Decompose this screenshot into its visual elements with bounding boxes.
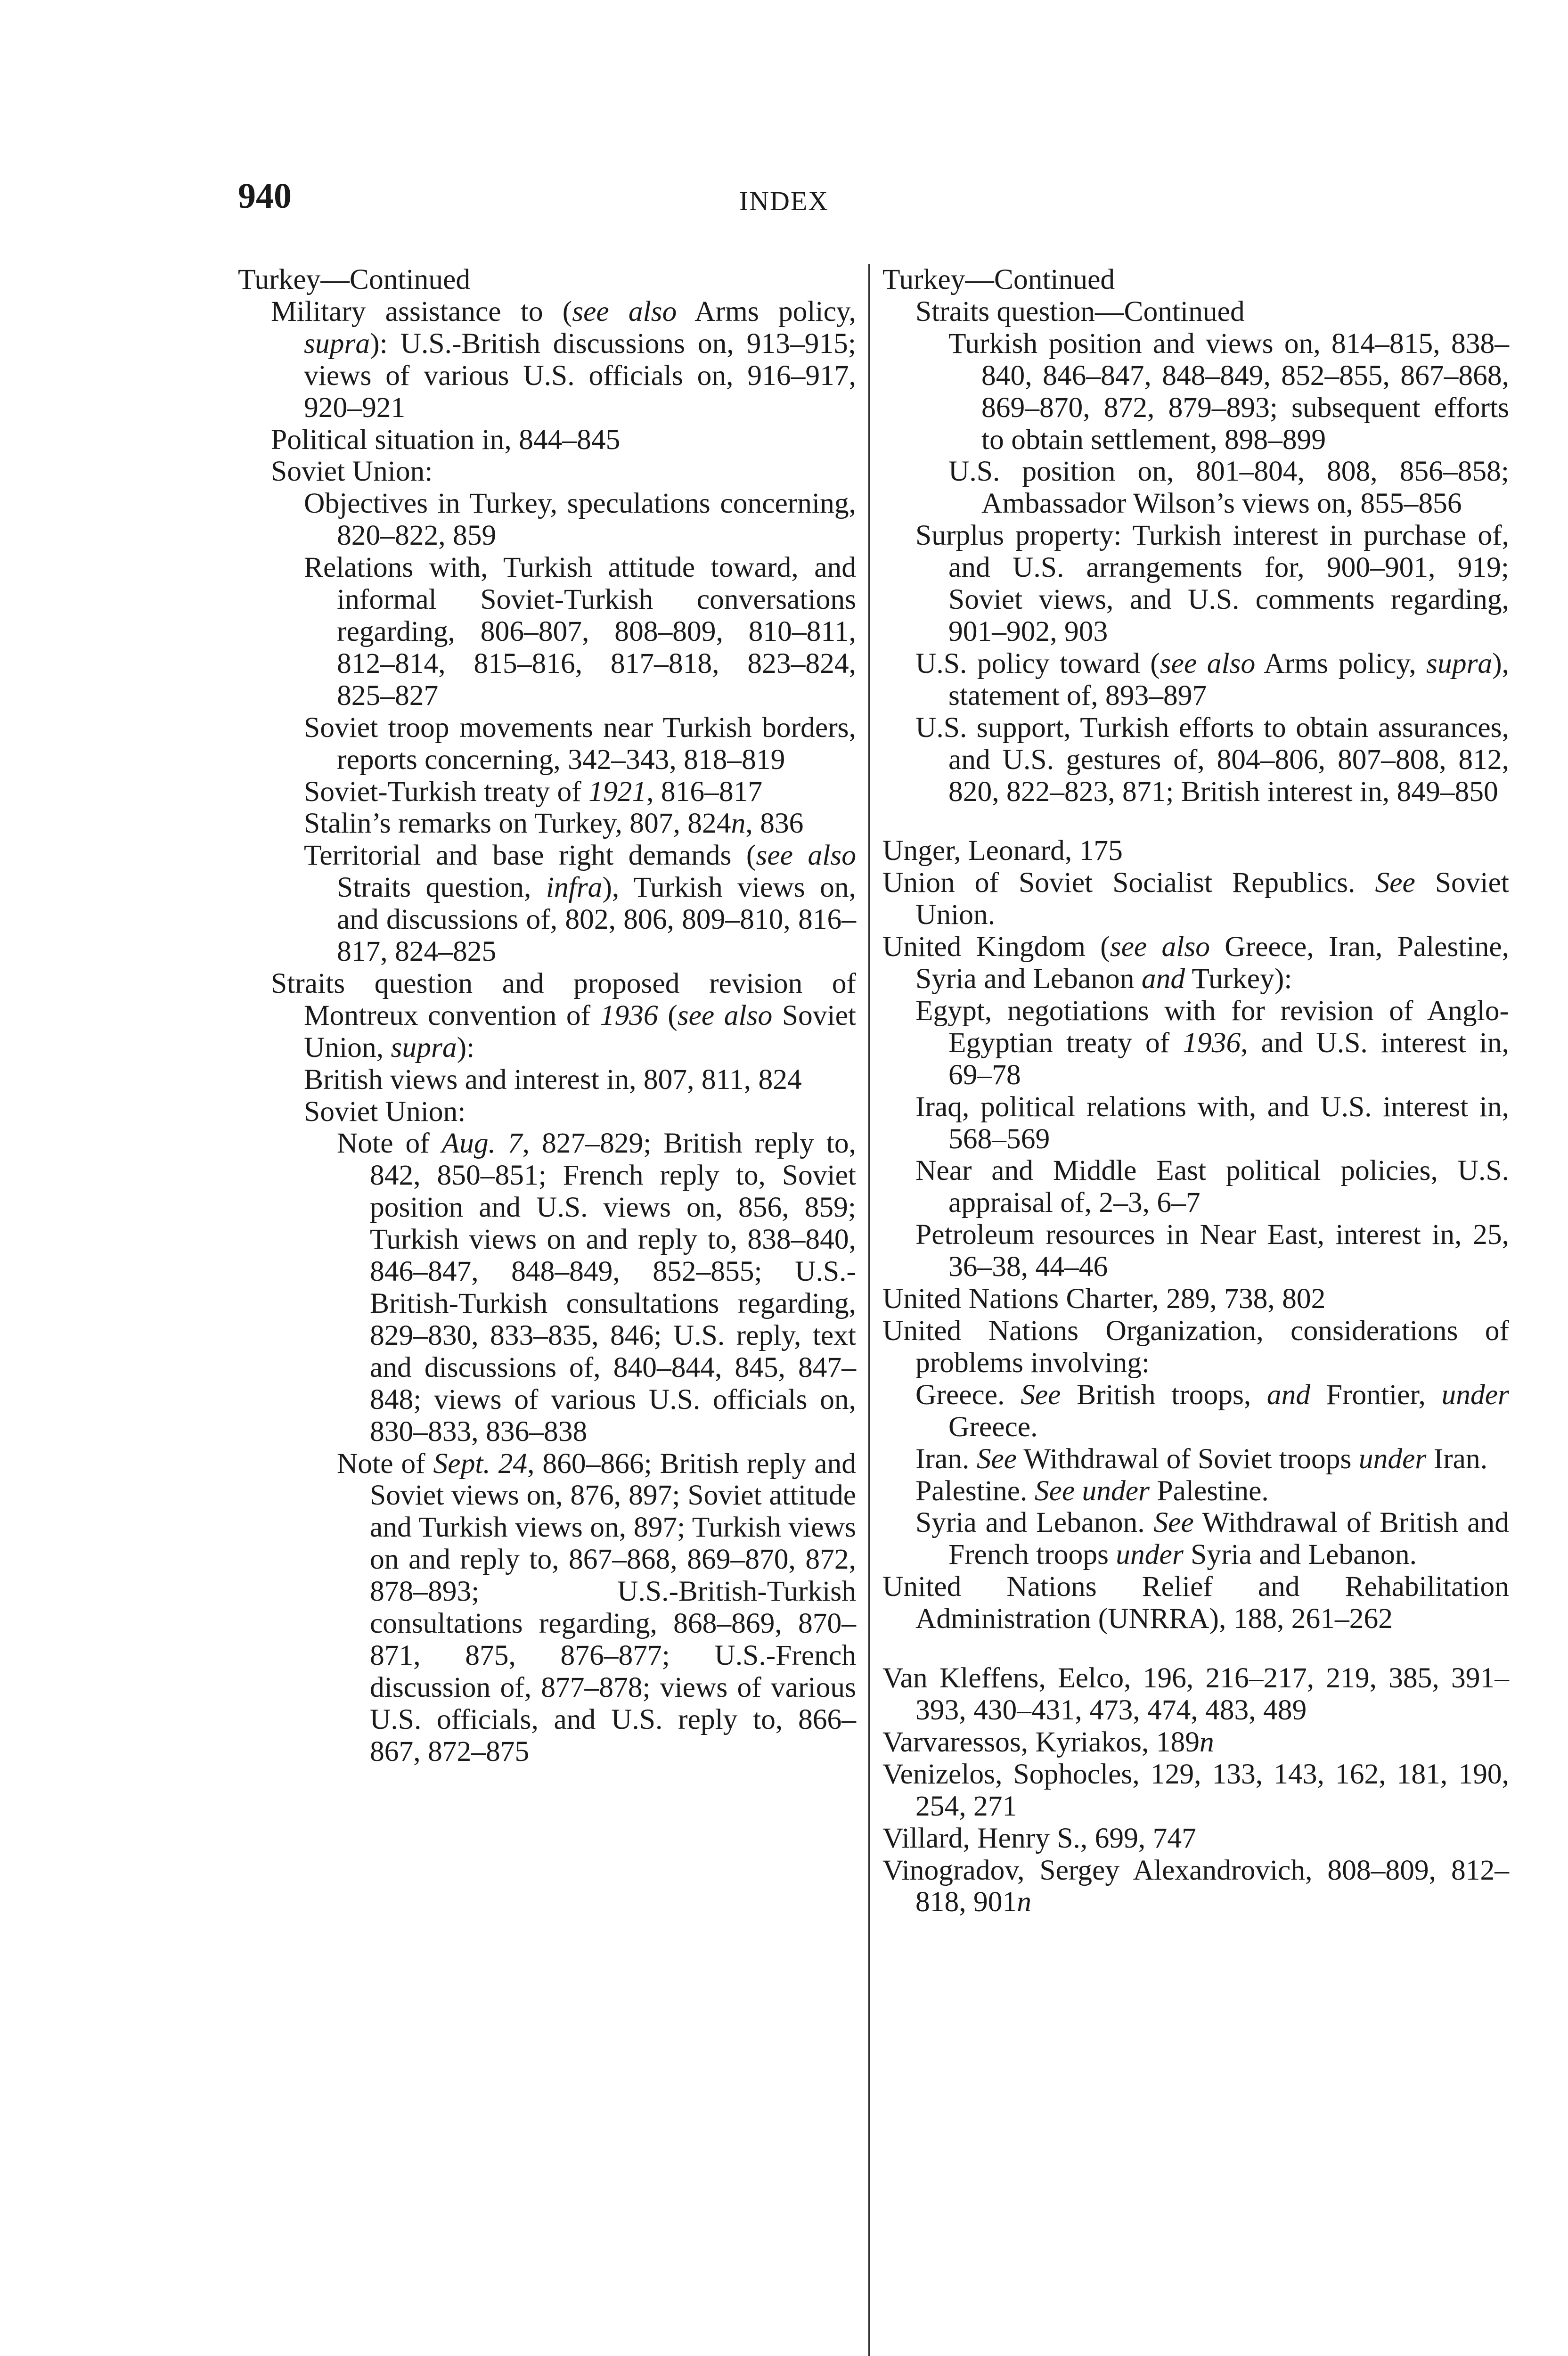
index-entry: Straits question and proposed revision of Montreux convention of 1936 (see also Soviet Union, supra): [271, 967, 857, 1063]
index-entry: Villard, Henry S., 699, 747 [882, 1822, 1196, 1854]
index-entry: Soviet Union: [304, 1095, 466, 1128]
index-entry: Straits question—Continued [915, 295, 1245, 327]
index-entry: Soviet troop movements near Turkish borders, reports concerning, 342–343, 818–819 [304, 711, 856, 776]
index-entry: Iran. See Withdrawal of Soviet troops under Iran. [915, 1442, 1488, 1475]
index-entry: Unger, Leonard, 175 [882, 834, 1123, 867]
index-entry: Palestine. See under Palestine. [915, 1474, 1269, 1507]
index-entry: Van Kleffens, Eelco, 196, 216–217, 219, 385, 391–393, 430–431, 473, 474, 483, 489 [882, 1662, 1509, 1726]
column-divider [868, 264, 870, 2356]
index-entry: U.S. position on, 801–804, 808, 856–858; Ambassador Wilson’s views on, 855–856 [948, 455, 1509, 520]
index-entry: Greece. See British troops, and Frontier, under Greece. [915, 1378, 1509, 1443]
index-entry: Soviet Union: [271, 455, 433, 488]
index-entry: Syria and Lebanon. See Withdrawal of British and French troops under Syria and Lebanon. [915, 1506, 1509, 1571]
index-entry: British views and interest in, 807, 811, 824 [304, 1063, 802, 1096]
index-entry: United Nations Relief and Rehabilitation Administration (UNRRA), 188, 261–262 [882, 1571, 1509, 1635]
index-entry: Turkish position and views on, 814–815, 838–840, 846–847, 848–849, 852–855, 867–868, 869–870, 872, 879–893; subsequent efforts to obtain settlement, 898–899 [948, 327, 1509, 456]
index-entry: United Nations Organization, considerations of problems involving: [882, 1315, 1509, 1379]
index-entry: U.S. support, Turkish efforts to obtain assurances, and U.S. gestures of, 804–806, 807–808, 812, 820, 822–823, 871; British interest in, 849–850 [915, 711, 1509, 808]
index-entry: Turkey—Continued [238, 263, 471, 295]
index-entry: Near and Middle East political policies, U.S. appraisal of, 2–3, 6–7 [915, 1154, 1509, 1219]
index-entry: Stalin’s remarks on Turkey, 807, 824n, 836 [304, 807, 804, 840]
index-column-left [238, 264, 856, 1768]
index-entry: Iraq, political relations with, and U.S. interest in, 568–569 [915, 1090, 1509, 1155]
index-entry: Venizelos, Sophocles, 129, 133, 143, 162, 181, 190, 254, 271 [882, 1758, 1509, 1822]
index-entry: Territorial and base right demands (see also Straits question, infra), Turkish views on, and discussions of, 802, 806, 809–810, 816–817, 824–825 [304, 839, 856, 968]
index-entry: Union of Soviet Socialist Republics. See Soviet Union. [882, 867, 1509, 931]
index-entry: Turkey—Continued [882, 263, 1115, 295]
index-entry: Surplus property: Turkish interest in purchase of, and U.S. arrangements for, 900–901, 919; Soviet views, and U.S. comments regarding, 901–902, 903 [915, 519, 1509, 647]
index-entry: U.S. policy toward (see also Arms policy, supra), statement of, 893–897 [915, 647, 1510, 712]
index-entry: Relations with, Turkish attitude toward, and informal Soviet-Turkish conversations regarding, 806–807, 808–809, 810–811, 812–814, 815–816, 817–818, 823–824, 825–827 [304, 551, 856, 712]
index-entry: United Nations Charter, 289, 738, 802 [882, 1283, 1326, 1315]
index-entry: Petroleum resources in Near East, interest in, 25, 36–38, 44–46 [915, 1219, 1509, 1283]
index-entry: Objectives in Turkey, speculations concerning, 820–822, 859 [304, 487, 856, 552]
index-entry: Egypt, negotiations with for revision of Anglo-Egyptian treaty of 1936, and U.S. interest in, 69–78 [915, 994, 1509, 1091]
index-entry: Vinogradov, Sergey Alexandrovich, 808–809, 812–818, 901n [882, 1854, 1509, 1918]
index-entry: United Kingdom (see also Greece, Iran, Palestine, Syria and Lebanon and Turkey): [882, 931, 1509, 995]
running-head: INDEX [739, 186, 829, 216]
index-entry: Note of Aug. 7, 827–829; British reply to, 842, 850–851; French reply to, Soviet position and U.S. views on, 856, 859; Turkish views on and reply to, 838–840, 846–847, 848–849, 852–855; U.S.-British-Turkish consultations regarding, 829–830, 833–835, 846; U.S. reply, text and discussions of, 840–844, 845, 847–848; views of various U.S. officials on, 830–833, 836–838 [337, 1127, 856, 1448]
index-entry: Political situation in, 844–845 [271, 423, 621, 456]
index-entry: Note of Sept. 24, 860–866; British reply and Soviet views on, 876, 897; Soviet attitude and Turkish views on, 897; Turkish views on and reply to, 867–868, 869–870, 872, 878–893; U.S.-British-Turkish consultations regarding, 868–869, 870–871, 875, 876–877; U.S.-French discussion of, 877–878; views of various U.S. officials, and U.S. reply to, 866–867, 872–875 [337, 1447, 856, 1767]
page-number: 940 [238, 176, 292, 216]
index-column-right [882, 264, 1509, 1918]
index-entry: Varvaressos, Kyriakos, 189n [882, 1726, 1214, 1758]
index-entry: Soviet-Turkish treaty of 1921, 816–817 [304, 775, 763, 808]
index-entry: Military assistance to (see also Arms policy, supra): U.S.-British discussions on, 913–915; views of various U.S. officials on, 916–917, 920–921 [271, 295, 857, 424]
